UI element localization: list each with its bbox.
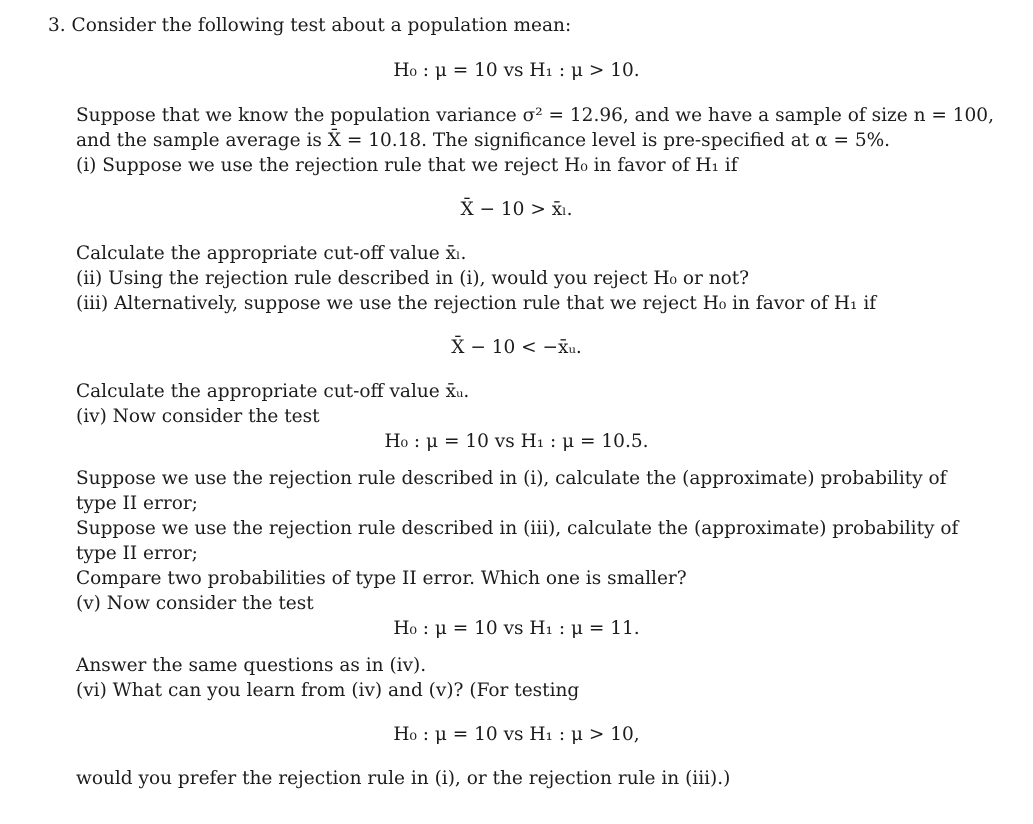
part-vi-question: would you prefer the rejection rule in (i), or the rejection rule in (iii).) — [76, 768, 731, 789]
part-iv-compare: Compare two probabilities of type II error. Which one is smaller? — [76, 568, 687, 589]
part-v-answer: Answer the same questions as in (iv). — [76, 655, 427, 676]
calc-cutoff-u: Calculate the appropriate cut-off value x̄ᵤ. — [76, 381, 470, 402]
part-i-text: (i) Suppose we use the rejection rule that we reject H₀ in favor of H₁ if — [76, 155, 738, 176]
paragraph-1-line-1: Suppose that we know the population variance σ² = 12.96, and we have a sample of size n = 100, — [76, 105, 994, 126]
part-ii-text: (ii) Using the rejection rule described in (i), would you reject H₀ or not? — [76, 268, 750, 289]
rejection-rule-i: X̄ − 10 > x̄ₗ. — [460, 199, 573, 220]
part-iv-b-line-2: type II error; — [76, 543, 198, 564]
hypothesis-iv: H₀ : μ = 10 vs H₁ : μ = 10.5. — [384, 431, 649, 452]
hypothesis-vi: H₀ : μ = 10 vs H₁ : μ > 10, — [393, 724, 640, 745]
calc-cutoff-L: Calculate the appropriate cut-off value x̄ₗ. — [76, 243, 467, 264]
part-iii-text: (iii) Alternatively, suppose we use the rejection rule that we reject H₀ in favor of H₁ if — [76, 293, 877, 314]
part-iv-b-line-1: Suppose we use the rejection rule described in (iii), calculate the (approximate) probability of — [76, 518, 959, 539]
problem-number: 3. — [48, 15, 66, 36]
hypothesis-main: H₀ : μ = 10 vs H₁ : μ > 10. — [393, 60, 640, 81]
part-vi-text: (vi) What can you learn from (iv) and (v)? (For testing — [76, 680, 580, 701]
problem-intro: Consider the following test about a population mean: — [71, 15, 572, 36]
rejection-rule-iii: X̄ − 10 < −x̄ᵤ. — [451, 337, 582, 358]
problem-intro-line — [48, 13, 571, 38]
part-iv-text: (iv) Now consider the test — [76, 406, 320, 427]
part-iv-a-line-2: type II error; — [76, 493, 198, 514]
part-v-text: (v) Now consider the test — [76, 593, 314, 614]
paragraph-1-line-2: and the sample average is X̄ = 10.18. The significance level is pre-specified at α = 5%. — [76, 130, 891, 151]
part-iv-a-line-1: Suppose we use the rejection rule described in (i), calculate the (approximate) probability of — [76, 468, 947, 489]
hypothesis-v: H₀ : μ = 10 vs H₁ : μ = 11. — [393, 618, 640, 639]
